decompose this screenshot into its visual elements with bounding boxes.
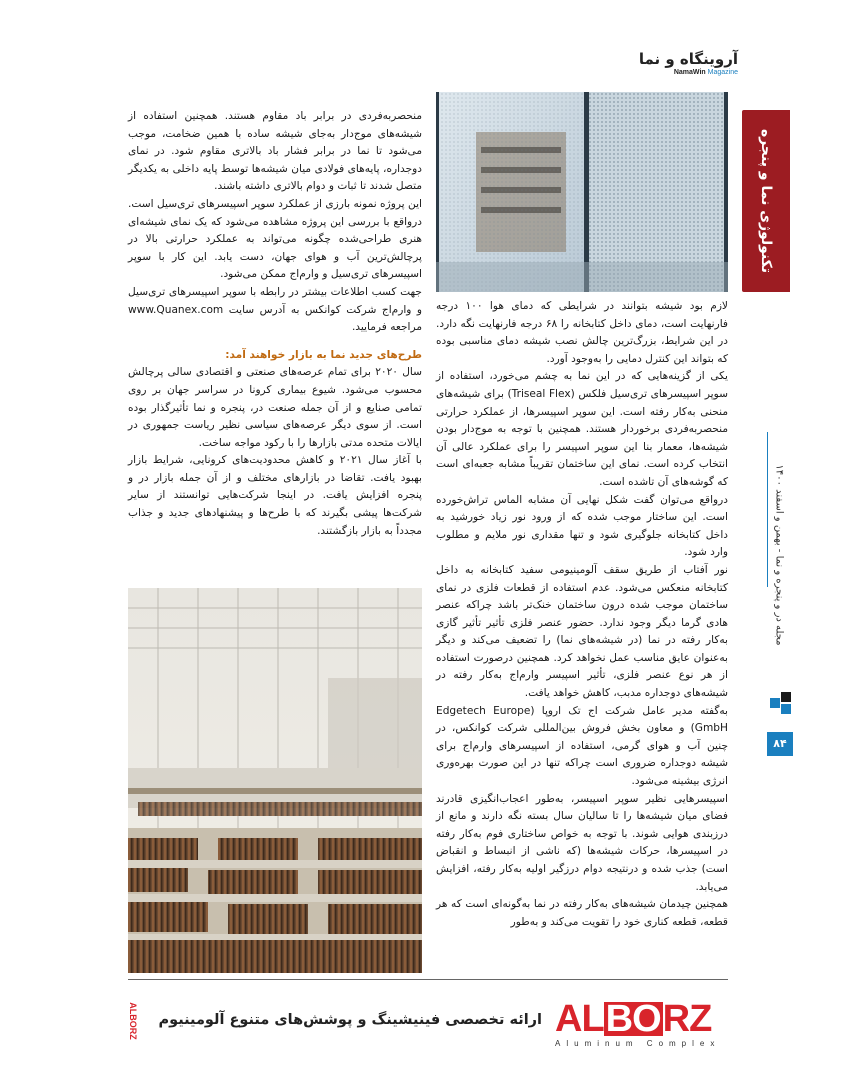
article-column-right	[436, 298, 728, 931]
masthead-logo-en-prefix: NamaWin	[673, 69, 706, 76]
masthead-logo-en	[628, 69, 738, 76]
alborz-logo	[555, 998, 733, 1050]
alborz-logo-bo: BO	[605, 998, 661, 1040]
paragraph: سال ۲۰۲۰ برای تمام عرصه‌های صنعتی و اقتصادی سالی پرچالش محسوب می‌شود. شیوع بیماری کرونا در سراسر جهان بر روی تمامی صنایع و از آن جمله صنعت در، پنجره و نما تأثیرگذار بوده است. از سوی دیگر عرصه‌های سیاسی نظیر ریاست جمهوری در ایالات متحده مدتی بازارها را با رکود مواجه ساخت.	[128, 366, 422, 449]
paragraph: به‌گفته مدیر عامل شرکت اج تک اروپا (Edgetech Europe GmbH) و معاون بخش فروش بین‌المللی شرکت کوانکس، در چنین آب و هوای گرمی، استفاده از اسپیسرهای وارم‌اج برای شیشه دوجداره ضروری است چراکه تنها در این صورت بهره‌وری انرژی بیشینه می‌شود.	[436, 704, 728, 788]
article-column-left	[128, 108, 422, 540]
section-tab-label: تکنولوژی نما و پنجره	[758, 128, 774, 274]
ad-vertical-brand	[126, 990, 140, 1052]
masthead-logo-en-suffix: Magazine	[707, 69, 738, 76]
magazine-masthead	[628, 50, 738, 80]
paragraph: همچنین چیدمان شیشه‌های به‌کار رفته در نما به‌گونه‌ای است که هر قطعه، قطعه کناری خود را تقویت می‌کند و به‌طور	[436, 898, 728, 928]
section-heading: طرح‌های جدید نما به بازار خواهند آمد:	[225, 348, 422, 361]
footer-divider	[128, 979, 728, 980]
alborz-logo-subtitle: Aluminum Complex	[555, 1039, 721, 1048]
alborz-logo-al: AL	[555, 998, 604, 1040]
facade-glass-photo	[436, 92, 728, 292]
ad-vertical-brand-text: ALBORZ	[128, 1002, 138, 1040]
paragraph: منحصربه‌فردی در برابر باد مقاوم هستند. همچنین استفاده از شیشه‌های موج‌دار به‌جای شیشه ساده با همین ضخامت، موجب می‌شود تا نما در برابر فشار باد بالاتری مقاوم شود. در نمای دوجداره، پایه‌های فولادی میان شیشه‌ها توسط پایه داخلی به یکدیگر متصل شدند تا ثبات و دوام بالاتری داشته باشند.	[128, 110, 422, 193]
section-tab	[742, 110, 790, 292]
paragraph: با آغاز سال ۲۰۲۱ و کاهش محدودیت‌های کرونایی، شرایط بازار بهبود یافت. تقاضا در بازارهای مختلف و از آن جمله بازار در و پنجره افزایش یافت. در اینجا شرکت‌هایی توانستند از سایر شرکت‌ها پیشی بگیرند که با طرح‌ها و پیشنهادهای جدید و جذاب مجدداً به بازار بازگشتند.	[128, 454, 422, 537]
issue-caption	[768, 430, 790, 680]
masthead-logo-fa: آروینگاه و نما	[638, 50, 738, 68]
ad-tagline: ارائه تخصصی فینیشینگ و پوشش‌های متنوع آلومینیوم	[158, 1012, 542, 1028]
page-number: ۸۴	[767, 732, 793, 756]
paragraph: یکی از گزینه‌هایی که در این نما به چشم می‌خورد، استفاده از سوپر اسپیسرهای تری‌سیل فلکس (Triseal Flex) برای شیشه‌های منحنی به‌کار رفته است. این سوپر اسپیسرها، از عملکرد حرارتی منحصربه‌فردی برخوردار هستند. همچنین با توجه به موج‌دار بودن شیشه‌ها، معمار بنا این سوپر اسپیسر را برای عملکرد عالی آن انتخاب کرده است. نمای این ساختمان تقریباً مشابه جعبه‌ای است که گوشه‌های آن تاشده است.	[436, 370, 728, 488]
paragraph: این پروژه نمونه بارزی از عملکرد سوپر اسپیسرهای تری‌سیل است. درواقع با بررسی این پروژه مشاهده می‌شود که یک نمای شیشه‌ای هنری طراحی‌شده چگونه می‌تواند به عملکرد حرارتی بالا در پرچالش‌ترین آب و هوای جهان، دست یابد. این کار با سوپر اسپیسرهای تری‌سیل و وارم‌اج ممکن می‌شود.	[128, 197, 422, 281]
library-interior-photo	[128, 588, 422, 973]
paragraph: اسپیسرهایی نظیر سوپر اسپیسر، به‌طور اعجاب‌انگیزی قادرند فضای میان شیشه‌ها را تا سالیان سال بسته نگه دارند و مانع از درزبندی هوایی شوند. با توجه به خواص ساختاری فوم به‌کار رفته در اسپیسرها، حرکات شیشه‌ها (که ناشی از انبساط و انقباض است) جذب شده و درنتیجه دوام درزگیر اولیه به‌کار رفته، افزایش می‌یابد.	[436, 792, 728, 893]
publisher-logo-icon	[770, 692, 792, 716]
paragraph: درواقع می‌توان گفت شکل نهایی آن مشابه الماس تراش‌خورده است. این ساختار موجب شده که از ورود نور زیاد خورشید به داخل کتابخانه جلوگیری شود و تنها مقداری نور ملایم و مطلوب وارد شود.	[436, 493, 728, 559]
paragraph: لازم بود شیشه بتوانند در شرایطی که دمای هوا ۱۰۰ درجه فارنهایت است، دمای داخل کتابخانه را ۶۸ درجه فارنهایت نگه دارد. در این شرایط، بزرگ‌ترین چالش نصب شیشه دمای مناسبی بوده که بتواند این کنترل دمایی را به‌وجود آورد.	[436, 300, 728, 365]
alborz-logo-rz: RZ	[662, 998, 712, 1040]
paragraph: نور آفتاب از طریق سقف آلومینیومی سفید کتابخانه به داخل کتابخانه منعکس می‌شود. عدم استفاده از قطعات فلزی در نمای ساختمان موجب شده درون ساختمان خنک‌تر باشد چراکه عنصر هادی گرما دیگر وجود ندارد. حضور عنصر فلزی تأثیر تأثیر گازی به‌کار رفته در نما (در شیشه‌های نما) را تضعیف می‌کند و دیگر به‌عنوان عایق مناسب عمل نخواهد کرد. همچنین درصورت استفاده از هر نوع عنصر فلزی، تأثیر اسپیسر وارم‌اج به‌کار رفته در شیشه‌های دوجداره مدبب، کاهش خواهد یافت.	[436, 563, 728, 700]
paragraph: جهت کسب اطلاعات بیشتر در رابطه با سوپر اسپیسرهای تری‌سیل و وارم‌اج شرکت کوانکس به آدرس سایت www.Quanex.com مراجعه فرمایید.	[128, 285, 422, 334]
issue-caption-text: مجله در و پنجره و نما - بهمن و اسفند ۱۴۰۰	[773, 464, 785, 646]
